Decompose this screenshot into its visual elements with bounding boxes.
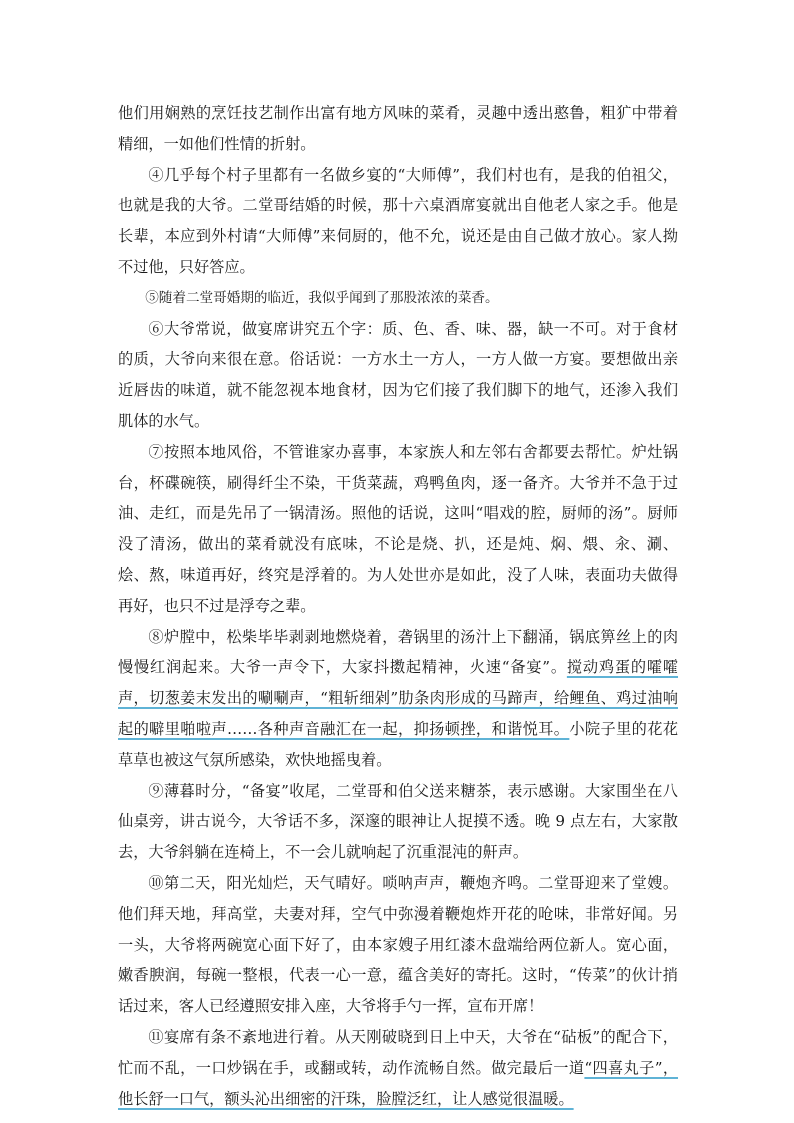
paragraph-p10: [118, 868, 678, 1022]
paragraph-p6: [118, 314, 678, 437]
paragraph-text: ⑥大爷常说，做宴席讲究五个字：质、色、香、味、器，缺一不可。对于食材的质，大爷向来很在意。俗话说：一方水土一方人，一方人做一方宴。要想做出亲近唇齿的味道，就不能忽视本地食材，因为它们接了我们脚下的地气，还渗入我们肌体的水气。: [118, 319, 678, 430]
document-page: [118, 98, 678, 1114]
paragraph-p9: [118, 776, 678, 868]
paragraph-p0: [118, 98, 678, 160]
paragraph-text: ⑧炉膛中，松柴毕毕剥剥地燃烧着，砻锅里的汤汁上下翻涌，锅底箅丝上的肉慢慢红润起来。大爷一声令下，大家抖擞起精神，火速“备宴”。: [118, 627, 678, 677]
paragraph-text: ⑩第二天，阳光灿烂，天气晴好。唢呐声声，鞭炮齐鸣。二堂哥迎来了堂嫂。他们拜天地，拜高堂，夫妻对拜，空气中弥漫着鞭炮炸开花的呛味，非常好闻。另一头，大爷将两碗宽心面下好了，由本家嫂子用红漆木盘端给两位新人。宽心面，嫩香腴润，每碗一整根，代表一心一意，蕴含美好的寄托。这时，“传菜”的伙计捎话过来，客人已经遵照安排入座，大爷将手勺一挥，宣布开席！: [118, 873, 678, 1016]
paragraph-text: ④几乎每个村子里都有一名做乡宴的“大师傅”，我们村也有，是我的伯祖父，也就是我的大爷。二堂哥结婚的时候，那十六桌酒席宴就出自他老人家之手。他是长辈，本应到外村请“大师傅”来伺厨的，他不允，说还是由自己做才放心。家人拗不过他，只好答应。: [118, 165, 678, 276]
paragraph-p5: [118, 283, 678, 314]
paragraph-text: ⑪宴席有条不紊地进行着。从天刚破晓到日上中天，大爷在“砧板”的配合下，忙而不乱，一口炒锅在手，或翻或转，动作流畅自然。做完最后一道: [118, 1027, 678, 1077]
paragraph-text: 小院子里的花花草草也被这气氛所感染，欢快地摇曳着。: [118, 719, 679, 769]
underlined-text: “四喜丸子”，他长舒一口气，额头沁出细密的汗珠，脸膛泛红，让人感觉很温暖。: [118, 1058, 679, 1108]
paragraph-text: ⑨薄暮时分，“备宴”收尾，二堂哥和伯父送来糖茶，表示感谢。大家围坐在八仙桌旁，讲古说今，大爷话不多，深邃的眼神让人捉摸不透。晚 9 点左右，大家散去，大爷斜躺在连椅上，不一会儿就响起了沉重混沌的鼾声。: [118, 781, 678, 862]
underlined-text: 搅动鸡蛋的嚯嚯声，切葱姜末发出的唰唰声，“粗斩细剁”肋条肉形成的马蹄声，给鲤鱼、鸡过油响起的噼里啪啦声……各种声音融汇在一起，抑扬顿挫，和谐悦耳。: [118, 658, 679, 738]
paragraph-p7: [118, 437, 678, 622]
paragraph-text: ⑦按照本地风俗，不管谁家办喜事，本家族人和左邻右舍都要去帮忙。炉灶锅台，杯碟碗筷，刷得纤尘不染，干货菜蔬，鸡鸭鱼肉，逐一备齐。大爷并不急于过油、走红，而是先吊了一锅清汤。照他的话说，这叫“唱戏的腔，厨师的汤”。厨师没了清汤，做出的菜肴就没有底味，不论是烧、扒，还是炖、焖、煨、汆、涮、烩、熬，味道再好，终究是浮着的。为人处世亦是如此，没了人味，表面功夫做得再好，也只不过是浮夸之辈。: [118, 442, 678, 615]
paragraph-text: 他们用娴熟的烹饪技艺制作出富有地方风味的菜肴，灵趣中透出憨鲁，粗犷中带着精细，一如他们性情的折射。: [118, 104, 678, 153]
paragraph-p11: [118, 1022, 678, 1114]
paragraph-text: ⑤随着二堂哥婚期的临近，我似乎闻到了那股浓浓的菜香。: [145, 289, 499, 306]
paragraph-p8: [118, 622, 678, 776]
paragraph-p4: [118, 160, 678, 283]
